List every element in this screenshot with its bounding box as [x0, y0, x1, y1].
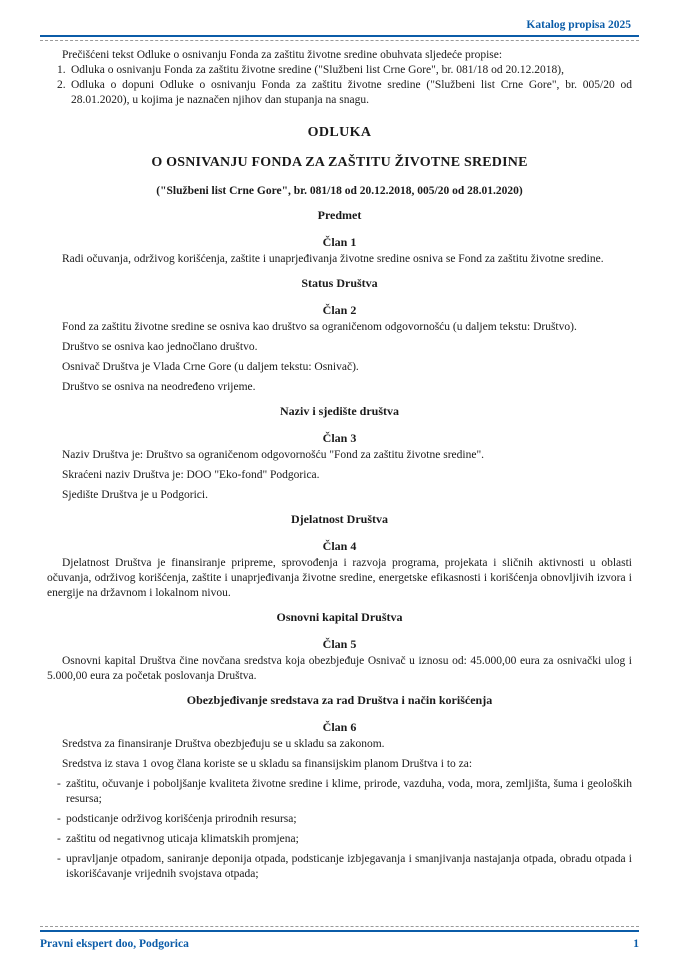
paragraph: Društvo se osniva na neodređeno vrijeme.	[62, 381, 256, 393]
intro-item-text: Odluka o dopuni Odluke o osnivanju Fonda za zaštitu životne sredine ("Službeni list Crne Gore", br. 005/20 od 28.01.2020), u kojima je naznačen njihov dan stupanja na snagu.	[71, 79, 632, 106]
paragraph: Društvo se osniva kao jednočlano društvo.	[62, 341, 258, 353]
paragraph: Naziv Društva je: Društvo sa ograničenom odgovornošću "Fond za zaštitu životne sredine".	[62, 449, 485, 461]
dash-item-text: podsticanje održivog korišćenja prirodnih resursa;	[66, 813, 297, 825]
footer-company: Pravni ekspert doo, Podgorica	[40, 938, 189, 950]
header-blue-rule	[40, 35, 639, 37]
paragraph: Skraćeni naziv Društva je: DOO "Eko-fond" Podgorica.	[62, 469, 320, 481]
article-heading: Član 2	[322, 303, 357, 317]
section-heading: Obezbjeđivanje sredstava za rad Društva i način korišćenja	[186, 693, 493, 707]
footer-row	[40, 932, 639, 952]
section-heading: Status Društva	[301, 276, 378, 290]
section-heading: Djelatnost Društva	[291, 512, 388, 526]
article-heading: Član 3	[322, 431, 357, 445]
dash-item-text: zaštitu od negativnog uticaja klimatskih promjena;	[66, 833, 299, 845]
intro-numbered-list	[47, 63, 632, 108]
document-subtitle: O OSNIVANJU FONDA ZA ZAŠTITU ŽIVOTNE SREDINE	[151, 155, 528, 170]
paragraph: Osnovni kapital Društva čine novčana sredstva koja obezbjeđuje Osnivač u iznosu od: 45.000,00 eura za osnivački ulog i 5.000,00 eura za početak poslovanja Društva.	[47, 655, 632, 682]
dash-item-text: zaštitu, očuvanje i poboljšanje kvaliteta životne sredine i klime, prirode, vazduha, voda, mora, zemljišta, šuma i geoloških resursa;	[66, 778, 632, 805]
article-heading: Član 4	[322, 539, 357, 553]
dash-marker: -	[57, 853, 61, 865]
document-body	[47, 208, 632, 882]
document-title: ODLUKA	[307, 125, 372, 140]
paragraph: Sredstva iz stava 1 ovog člana koriste se u skladu sa finansijskim planom Društva i to za:	[62, 758, 473, 770]
intro-lead: Prečišćeni tekst Odluke o osnivanju Fonda za zaštitu životne sredine obuhvata sljedeće propise:	[62, 49, 503, 61]
document-content	[0, 41, 679, 882]
dash-marker: -	[57, 833, 61, 845]
article-heading: Član 5	[322, 637, 357, 651]
document-reference: ("Službeni list Crne Gore", br. 081/18 od 20.12.2018, 005/20 od 28.01.2020)	[156, 185, 523, 197]
dash-marker: -	[57, 813, 61, 825]
intro-item-number: 1.	[57, 64, 66, 76]
intro-item-text: Odluka o osnivanju Fonda za zaštitu životne sredine ("Službeni list Crne Gore", br. 081/18 od 20.12.2018),	[71, 64, 564, 76]
intro-list-item	[47, 78, 632, 108]
catalog-header-text: Katalog propisa 2025	[526, 19, 631, 31]
page-header	[0, 0, 679, 41]
intro-item-number: 2.	[57, 79, 66, 91]
paragraph: Sredstva za finansiranje Društva obezbjeđuju se u skladu sa zakonom.	[62, 738, 385, 750]
paragraph: Sjedište Društva je u Podgorici.	[62, 489, 208, 501]
article-heading: Član 1	[322, 235, 357, 249]
footer-dashed-rule	[40, 926, 639, 927]
intro-list-item	[47, 63, 632, 78]
section-heading: Osnovni kapital Društva	[276, 610, 403, 624]
paragraph: Osnivač Društva je Vlada Crne Gore (u daljem tekstu: Osnivač).	[62, 361, 359, 373]
paragraph: Radi očuvanja, održivog korišćenja, zaštite i unaprjeđivanja životne sredine osniva se Fond za zaštitu životne sredine.	[62, 253, 604, 265]
article-heading: Član 6	[322, 720, 357, 734]
dash-list-item	[47, 832, 632, 847]
paragraph: Fond za zaštitu životne sredine se osniva kao društvo sa ograničenom odgovornošću (u daljem tekstu: Društvo).	[62, 321, 577, 333]
dash-item-text: upravljanje otpadom, saniranje deponija otpada, podsticanje izbjegavanja i smanjivanja nastajanja otpada, obradu otpada i iskorišćavanje vrijednih svojstava otpada;	[66, 853, 632, 880]
dash-marker: -	[57, 778, 61, 790]
section-heading: Naziv i sjedište društva	[280, 404, 399, 418]
dash-list-item	[47, 777, 632, 807]
dash-list-item	[47, 812, 632, 827]
footer-page-number: 1	[633, 938, 639, 950]
paragraph: Djelatnost Društva je finansiranje pripreme, sprovođenja i razvoja programa, projekata i sličnih aktivnosti u oblasti očuvanja, održivog korišćenja, zaštite i unaprjeđivanja životne sredine, energetske efikasnosti i korišćenja obnovljivih izvora i energije na državnom i lokalnom nivou.	[47, 557, 632, 599]
dash-list-item	[47, 852, 632, 882]
page-footer	[0, 923, 679, 960]
section-heading: Predmet	[317, 208, 362, 222]
